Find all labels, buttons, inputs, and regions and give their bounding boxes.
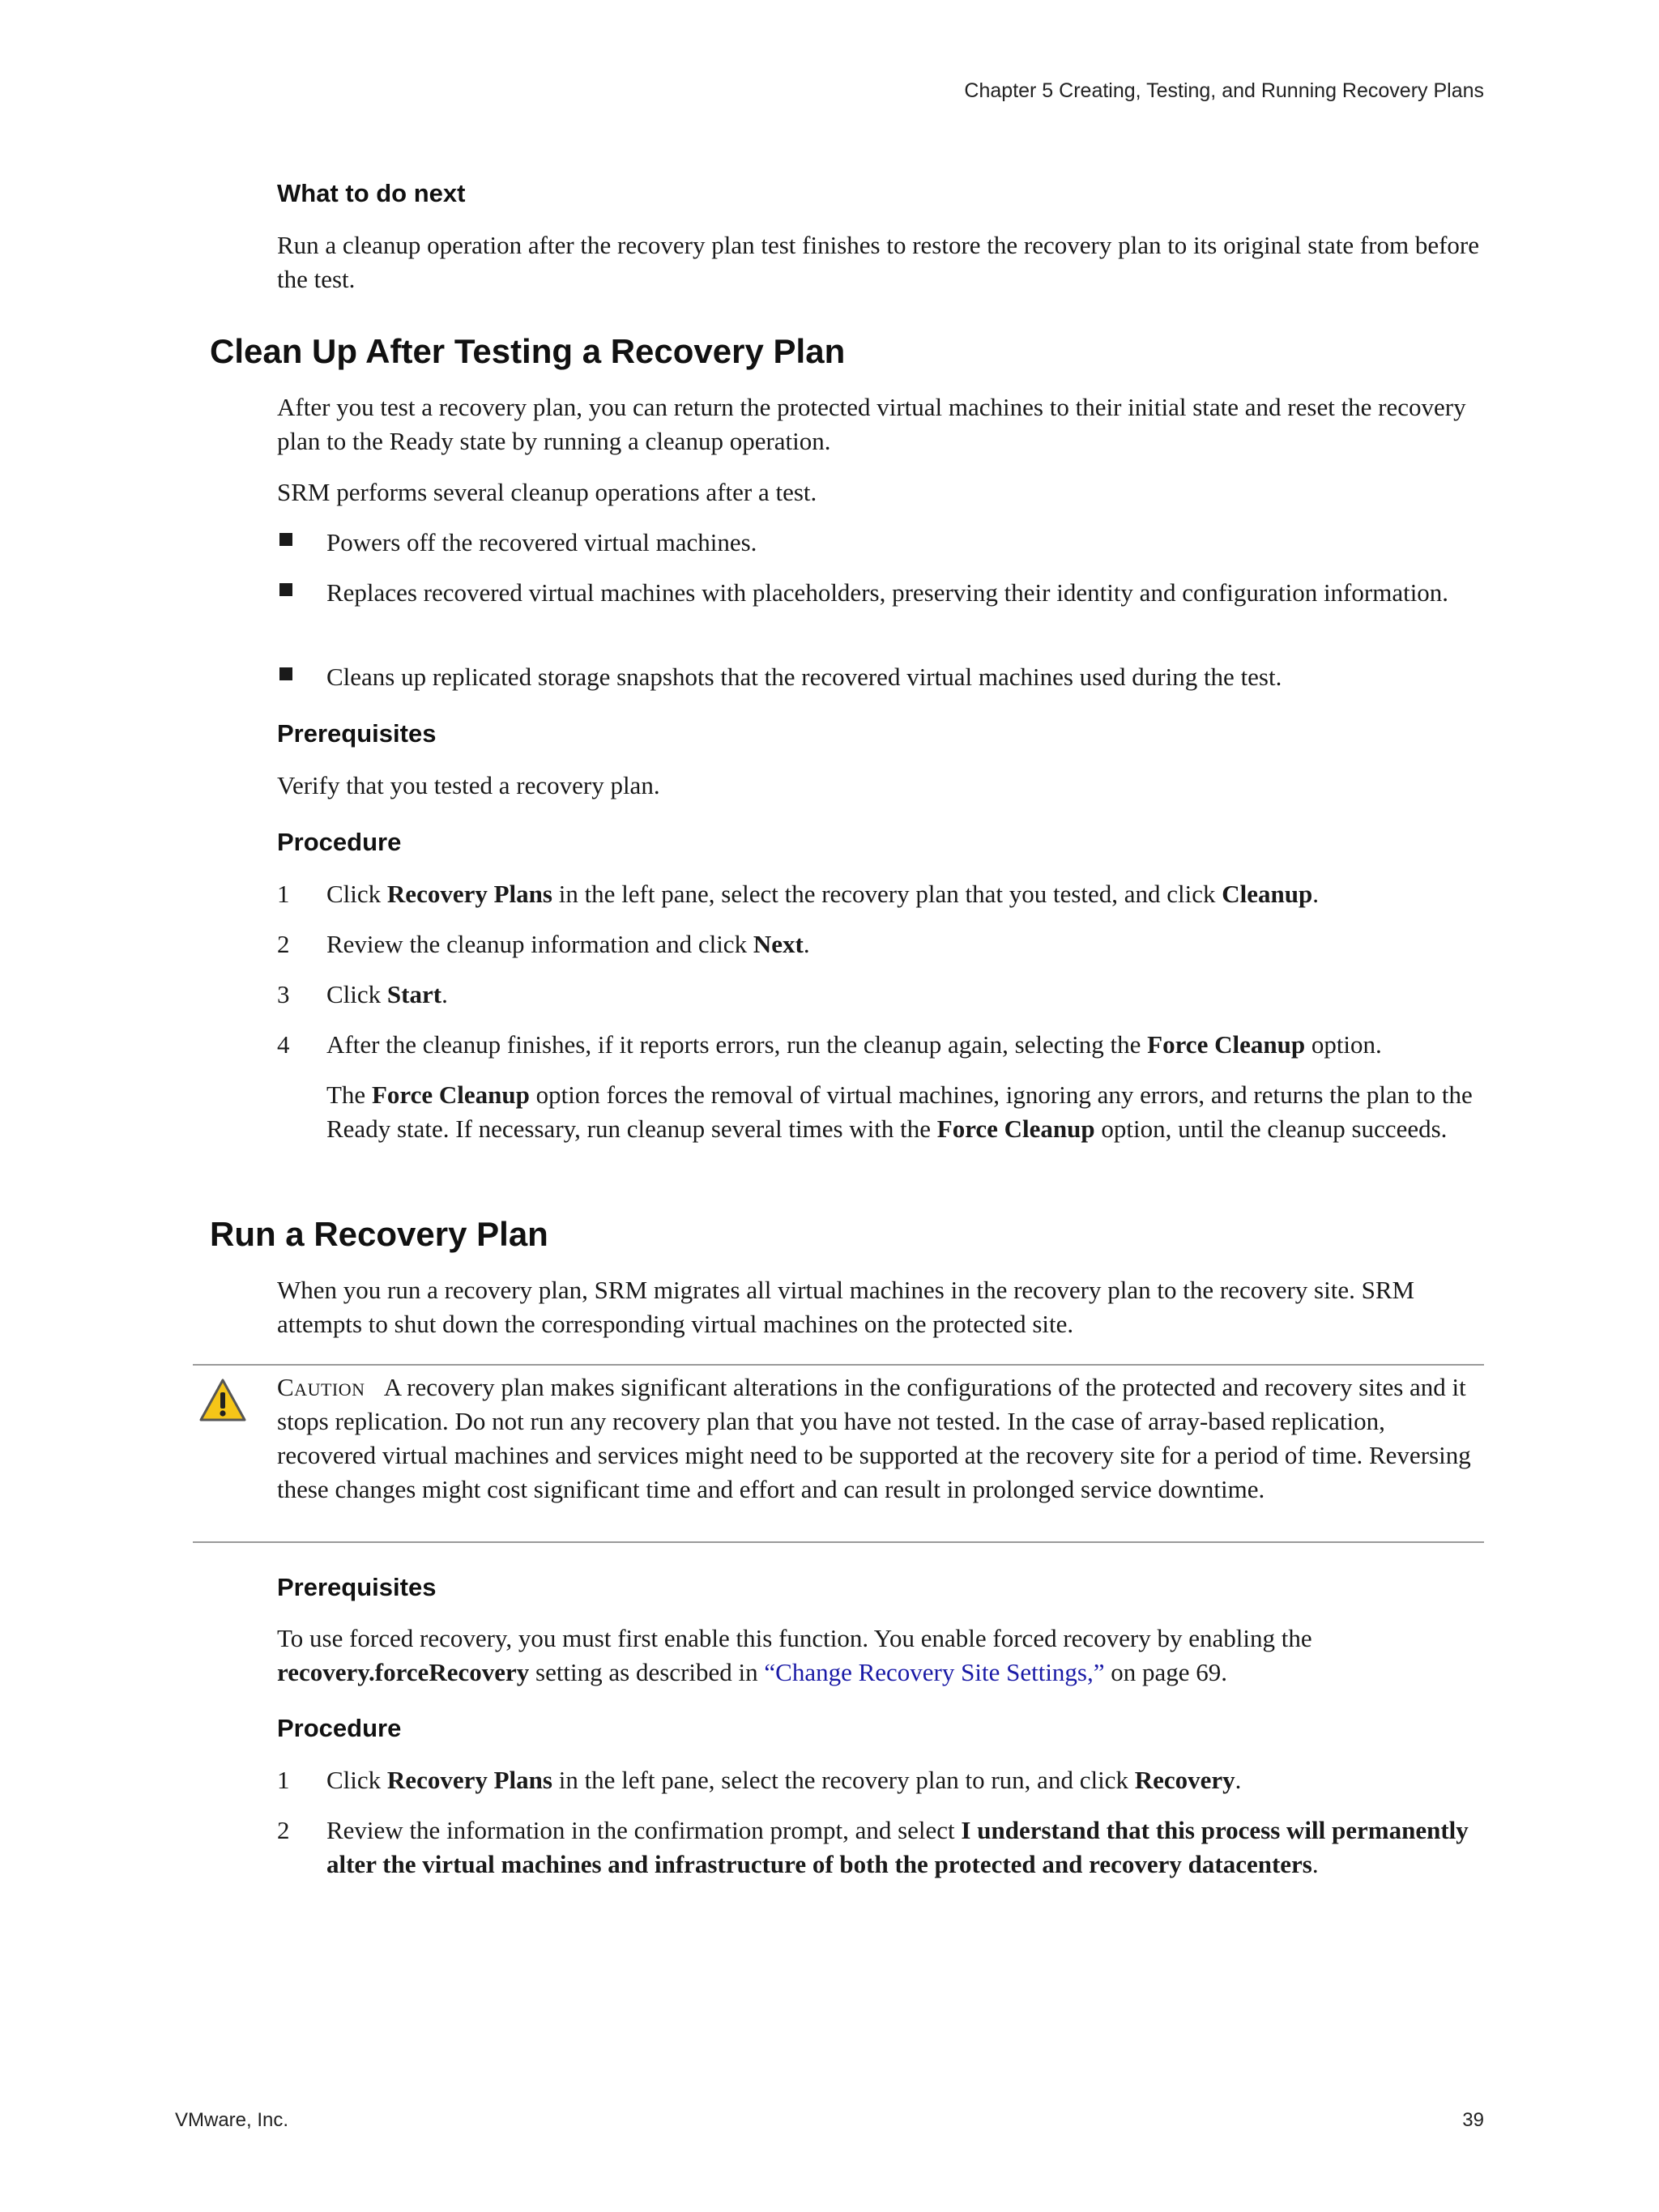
cleanup-step: After the cleanup finishes, if it reports errors, run the cleanup again, selecting the Force Cleanup option. [326, 1030, 1382, 1059]
cleanup-bullet: Replaces recovered virtual machines with placeholders, preserving their identity and configuration information. [326, 578, 1449, 607]
footer-company: VMware, Inc. [175, 2109, 289, 2131]
footer-page-number: 39 [1462, 2109, 1484, 2131]
cleanup-prereq-heading: Prerequisites [277, 719, 437, 748]
cleanup-step-note: The Force Cleanup option forces the removal of virtual machines, ignoring any errors, and returns the plan to the Ready state. If necessary, run cleanup several times with the Force Cleanup option, until the cleanup succeeds. [326, 1080, 1473, 1143]
caution-text: Caution A recovery plan makes significant alterations in the configurations of the protected and recovery sites and it stops replication. Do not run any recovery plan that you have not tested. In the case of array-based replication, recovered virtual machines and services might need to be supported at the recovery site for a period of time. Reversing these changes might cost significant time and effort and can result in prolonged service downtime. [277, 1373, 1471, 1503]
run-procedure-heading: Procedure [277, 1714, 402, 1742]
step-number: 2 [277, 930, 290, 958]
cleanup-lead: SRM performs several cleanup operations after a test. [277, 478, 817, 506]
cleanup-bullet: Cleans up replicated storage snapshots that the recovered virtual machines used during the test. [326, 663, 1282, 691]
caution-bottom-rule [193, 1541, 1484, 1543]
run-step: Click Recovery Plans in the left pane, select the recovery plan to run, and click Recovery. [326, 1766, 1242, 1794]
chapter-header: Chapter 5 Creating, Testing, and Running Recovery Plans [964, 79, 1484, 102]
run-prereq-heading: Prerequisites [277, 1573, 437, 1601]
warning-icon [198, 1377, 247, 1426]
cleanup-bullet: Powers off the recovered virtual machines. [326, 528, 757, 556]
what-to-do-next-heading: What to do next [277, 179, 466, 207]
step-number: 2 [277, 1816, 290, 1844]
bullet-square-icon [279, 583, 292, 596]
cleanup-procedure-heading: Procedure [277, 828, 402, 856]
step-number: 1 [277, 880, 290, 908]
caution-top-rule [193, 1364, 1484, 1366]
run-section-title: Run a Recovery Plan [210, 1215, 548, 1253]
run-intro: When you run a recovery plan, SRM migrates all virtual machines in the recovery plan to the recovery site. SRM attempts to shut down the corresponding virtual machines on the protected site. [277, 1276, 1415, 1338]
bullet-square-icon [279, 533, 292, 546]
what-to-do-next-text: Run a cleanup operation after the recovery plan test finishes to restore the recovery plan to its original state from before the test. [277, 231, 1480, 293]
cleanup-step: Click Start. [326, 980, 448, 1008]
bullet-square-icon [279, 667, 292, 680]
step-number: 4 [277, 1030, 290, 1059]
cleanup-intro: After you test a recovery plan, you can return the protected virtual machines to their initial state and reset the recovery plan to the Ready state by running a cleanup operation. [277, 393, 1466, 455]
step-number: 3 [277, 980, 290, 1008]
cleanup-step: Click Recovery Plans in the left pane, select the recovery plan that you tested, and click Cleanup. [326, 880, 1320, 908]
run-step: Review the information in the confirmation prompt, and select I understand that this process will permanently alter the virtual machines and infrastructure of both the protected and recovery datacenters. [326, 1816, 1469, 1878]
cleanup-section-title: Clean Up After Testing a Recovery Plan [210, 332, 846, 370]
cleanup-prereq-text: Verify that you tested a recovery plan. [277, 771, 660, 799]
cleanup-step: Review the cleanup information and click Next. [326, 930, 810, 958]
caution-label: Caution [277, 1373, 365, 1401]
step-number: 1 [277, 1766, 290, 1794]
run-prereq-text: To use forced recovery, you must first enable this function. You enable forced recovery by enabling the recovery.forceRecovery setting as described in “Change Recovery Site Settings,” on page 69. [277, 1624, 1312, 1686]
change-recovery-site-settings-link[interactable]: “Change Recovery Site Settings,” [764, 1658, 1105, 1686]
